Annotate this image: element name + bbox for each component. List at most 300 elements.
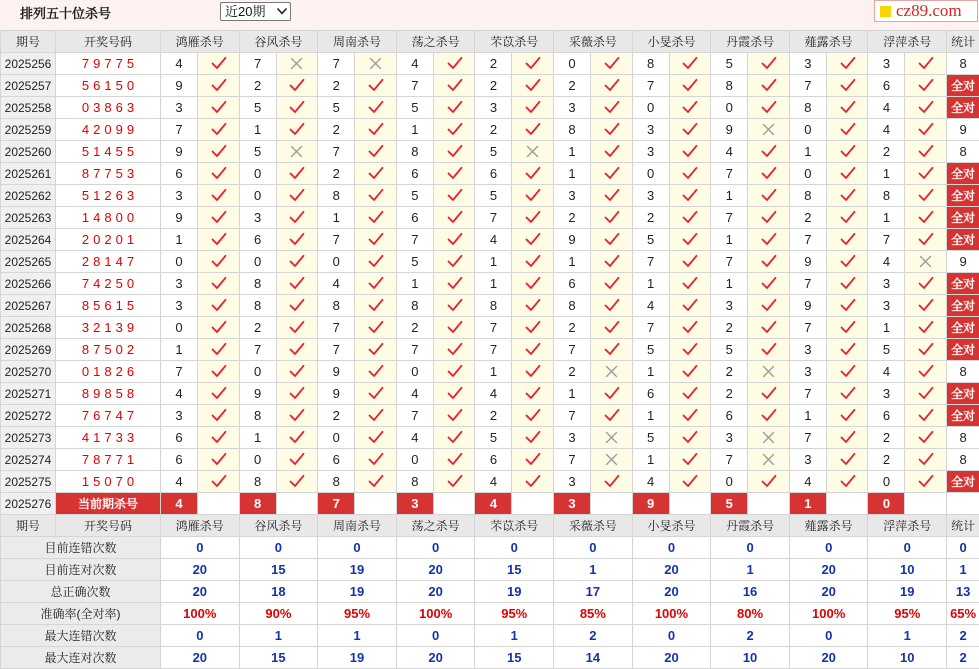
kill-number-cell: 0: [239, 449, 276, 471]
kill-number-cell: 6: [711, 405, 748, 427]
period-cell: 2025259: [1, 119, 56, 141]
kill-number-cell: 5: [632, 339, 669, 361]
stat-cell: 全对: [947, 339, 979, 361]
kill-number-cell: 8: [318, 471, 355, 493]
kill-number-cell: 1: [868, 163, 905, 185]
kill-number-cell: 7: [475, 339, 512, 361]
kill-number-cell: 1: [554, 163, 591, 185]
kill-number-cell: 2: [475, 119, 512, 141]
check-icon: [760, 320, 777, 335]
kill-number-cell: 7: [396, 405, 433, 427]
stats-value: 0: [632, 537, 711, 559]
site-logo[interactable]: [874, 0, 978, 22]
check-icon: [839, 210, 856, 225]
period-cell: 2025260: [1, 141, 56, 163]
kill-number-cell: 7: [632, 75, 669, 97]
check-icon: [681, 298, 698, 313]
check-icon: [603, 144, 620, 159]
check-icon: [603, 342, 620, 357]
check-icon: [603, 122, 620, 137]
result-mark-cell: [905, 229, 947, 251]
kill-number-cell: 3: [789, 339, 826, 361]
kill-number-cell: 1: [239, 119, 276, 141]
kill-number-cell: 7: [632, 317, 669, 339]
kill-number-cell: 2: [318, 75, 355, 97]
kill-number-cell: 2: [396, 317, 433, 339]
check-icon: [367, 364, 384, 379]
result-mark-cell: [591, 317, 633, 339]
result-mark-cell: [355, 97, 397, 119]
stats-value: 15: [239, 559, 318, 581]
kill-number-cell: 3: [789, 361, 826, 383]
result-mark-cell: [433, 405, 475, 427]
result-mark-cell: [433, 97, 475, 119]
stats-value: 20: [632, 559, 711, 581]
check-icon: [681, 276, 698, 291]
stats-value: 100%: [789, 603, 868, 625]
cross-icon: [760, 364, 777, 379]
kill-number-cell: 6: [868, 405, 905, 427]
stats-value: 0: [396, 625, 475, 647]
draw-number-cell: 76747: [56, 405, 161, 427]
check-icon: [367, 474, 384, 489]
current-kill-number: 8: [239, 493, 276, 515]
result-mark-cell: [512, 383, 554, 405]
check-icon: [446, 474, 463, 489]
stats-total: 65%: [947, 603, 979, 625]
result-mark-cell: [669, 207, 711, 229]
check-icon: [288, 100, 305, 115]
check-icon: [839, 232, 856, 247]
stats-value: 95%: [318, 603, 397, 625]
check-icon: [760, 474, 777, 489]
check-icon: [603, 298, 620, 313]
result-mark-cell: [355, 163, 397, 185]
result-mark-cell: [355, 295, 397, 317]
kill-number-cell: 3: [711, 295, 748, 317]
header-predictor: 采薇杀号: [554, 31, 633, 53]
check-icon: [524, 232, 541, 247]
result-mark-cell: [669, 427, 711, 449]
kill-number-cell: 1: [632, 273, 669, 295]
result-mark-cell: [433, 75, 475, 97]
kill-number-cell: 0: [789, 119, 826, 141]
kill-number-cell: 8: [318, 295, 355, 317]
result-mark-cell: [748, 449, 790, 471]
check-icon: [210, 408, 227, 423]
header-predictor: 周南杀号: [318, 515, 397, 537]
result-mark-cell: [276, 207, 318, 229]
result-mark-cell: [276, 163, 318, 185]
result-mark-cell: [512, 449, 554, 471]
table-row: [1, 141, 979, 163]
current-period-row: [1, 493, 979, 515]
result-mark-cell: [276, 185, 318, 207]
kill-number-cell: 1: [161, 339, 198, 361]
stats-value: 0: [789, 625, 868, 647]
check-icon: [288, 342, 305, 357]
kill-number-cell: 6: [554, 273, 591, 295]
check-icon: [603, 232, 620, 247]
period-cell: 2025267: [1, 295, 56, 317]
kill-number-cell: 0: [239, 185, 276, 207]
stats-value: 100%: [396, 603, 475, 625]
check-icon: [603, 210, 620, 225]
kill-number-cell: 4: [632, 295, 669, 317]
cross-icon: [760, 430, 777, 445]
result-mark-cell: [905, 427, 947, 449]
stats-row: [1, 581, 979, 603]
result-mark-cell: [276, 229, 318, 251]
kill-number-table: [0, 30, 979, 669]
stat-cell: 全对: [947, 207, 979, 229]
current-stat-cell: [947, 493, 979, 515]
period-cell: 2025271: [1, 383, 56, 405]
result-mark-cell: [198, 405, 240, 427]
check-icon: [603, 320, 620, 335]
kill-number-cell: 1: [789, 141, 826, 163]
kill-number-cell: 2: [475, 53, 512, 75]
result-mark-cell: [355, 251, 397, 273]
check-icon: [367, 408, 384, 423]
kill-number-cell: 6: [475, 449, 512, 471]
check-icon: [839, 122, 856, 137]
period-range-select[interactable]: [220, 2, 291, 21]
result-mark-cell: [826, 75, 868, 97]
check-icon: [839, 188, 856, 203]
result-mark-cell: [355, 339, 397, 361]
result-mark-cell: [905, 119, 947, 141]
kill-number-cell: 2: [475, 75, 512, 97]
check-icon: [760, 166, 777, 181]
table-row: [1, 273, 979, 295]
kill-number-cell: 3: [632, 141, 669, 163]
check-icon: [446, 298, 463, 313]
result-mark-cell: [433, 449, 475, 471]
check-icon: [681, 122, 698, 137]
kill-number-cell: 0: [239, 163, 276, 185]
header-stat: 统计: [947, 515, 979, 537]
kill-number-cell: 0: [632, 97, 669, 119]
result-mark-cell: [591, 53, 633, 75]
stats-row: [1, 537, 979, 559]
stats-label: 总正确次数: [1, 581, 161, 603]
result-mark-cell: [433, 185, 475, 207]
kill-number-cell: 1: [711, 229, 748, 251]
result-mark-cell: [433, 317, 475, 339]
check-icon: [917, 188, 934, 203]
result-mark-cell: [905, 75, 947, 97]
stats-total: 13: [947, 581, 979, 603]
result-mark-cell: [433, 427, 475, 449]
kill-number-cell: 2: [711, 383, 748, 405]
period-cell: 2025270: [1, 361, 56, 383]
result-mark-cell: [433, 251, 475, 273]
result-mark-cell: [591, 97, 633, 119]
result-mark-cell: [355, 317, 397, 339]
check-icon: [367, 144, 384, 159]
check-icon: [681, 320, 698, 335]
header-predictor: 浮萍杀号: [868, 515, 947, 537]
current-mark-cell: [198, 493, 240, 515]
result-mark-cell: [198, 97, 240, 119]
current-mark-cell: [355, 493, 397, 515]
kill-number-cell: 6: [318, 449, 355, 471]
check-icon: [524, 254, 541, 269]
stats-value: 20: [789, 559, 868, 581]
stats-total: 2: [947, 647, 979, 669]
kill-number-cell: 0: [318, 427, 355, 449]
result-mark-cell: [826, 383, 868, 405]
result-mark-cell: [276, 471, 318, 493]
stats-row: [1, 625, 979, 647]
check-icon: [288, 254, 305, 269]
kill-number-cell: 0: [161, 317, 198, 339]
stats-value: 16: [711, 581, 790, 603]
check-icon: [839, 298, 856, 313]
result-mark-cell: [669, 53, 711, 75]
kill-number-cell: 6: [161, 163, 198, 185]
check-icon: [603, 56, 620, 71]
check-icon: [288, 232, 305, 247]
result-mark-cell: [355, 427, 397, 449]
check-icon: [367, 78, 384, 93]
table-row: [1, 119, 979, 141]
stats-total: 2: [947, 625, 979, 647]
result-mark-cell: [198, 449, 240, 471]
kill-number-cell: 7: [632, 251, 669, 273]
check-icon: [839, 144, 856, 159]
kill-number-cell: 5: [475, 185, 512, 207]
check-icon: [917, 232, 934, 247]
result-mark-cell: [512, 295, 554, 317]
kill-number-cell: 1: [711, 185, 748, 207]
check-icon: [446, 188, 463, 203]
check-icon: [917, 100, 934, 115]
current-mark-cell: [748, 493, 790, 515]
check-icon: [839, 430, 856, 445]
kill-number-cell: 9: [318, 361, 355, 383]
check-icon: [760, 254, 777, 269]
kill-number-cell: 9: [161, 75, 198, 97]
result-mark-cell: [433, 383, 475, 405]
kill-number-cell: 4: [396, 427, 433, 449]
stats-value: 1: [239, 625, 318, 647]
check-icon: [839, 254, 856, 269]
check-icon: [210, 144, 227, 159]
check-icon: [210, 342, 227, 357]
kill-number-cell: 7: [868, 229, 905, 251]
kill-number-cell: 8: [711, 75, 748, 97]
stats-value: 20: [396, 581, 475, 603]
stat-cell: 全对: [947, 75, 979, 97]
result-mark-cell: [826, 405, 868, 427]
header-period: 期号: [1, 515, 56, 537]
check-icon: [210, 298, 227, 313]
stats-value: 80%: [711, 603, 790, 625]
result-mark-cell: [198, 207, 240, 229]
result-mark-cell: [905, 295, 947, 317]
check-icon: [603, 188, 620, 203]
check-icon: [210, 430, 227, 445]
kill-number-cell: 6: [396, 163, 433, 185]
result-mark-cell: [905, 185, 947, 207]
result-mark-cell: [591, 361, 633, 383]
result-mark-cell: [198, 471, 240, 493]
check-icon: [288, 166, 305, 181]
kill-number-cell: 3: [161, 97, 198, 119]
result-mark-cell: [748, 141, 790, 163]
result-mark-cell: [276, 251, 318, 273]
kill-number-cell: 1: [475, 251, 512, 273]
kill-number-cell: 7: [789, 383, 826, 405]
check-icon: [524, 122, 541, 137]
check-icon: [524, 408, 541, 423]
result-mark-cell: [826, 119, 868, 141]
table-row: [1, 471, 979, 493]
result-mark-cell: [905, 251, 947, 273]
result-mark-cell: [355, 383, 397, 405]
result-mark-cell: [905, 361, 947, 383]
kill-number-cell: 3: [554, 185, 591, 207]
check-icon: [288, 364, 305, 379]
check-icon: [367, 298, 384, 313]
draw-number-cell: 51263: [56, 185, 161, 207]
result-mark-cell: [591, 163, 633, 185]
kill-number-cell: 3: [868, 295, 905, 317]
kill-number-cell: 4: [868, 361, 905, 383]
stats-value: 10: [711, 647, 790, 669]
current-kill-number: 4: [475, 493, 512, 515]
result-mark-cell: [198, 141, 240, 163]
check-icon: [524, 56, 541, 71]
result-mark-cell: [512, 471, 554, 493]
check-icon: [367, 320, 384, 335]
check-icon: [681, 78, 698, 93]
result-mark-cell: [748, 405, 790, 427]
check-icon: [288, 408, 305, 423]
result-mark-cell: [355, 471, 397, 493]
cross-icon: [760, 452, 777, 467]
header-predictor: 荡之杀号: [396, 515, 475, 537]
kill-number-cell: 7: [789, 317, 826, 339]
result-mark-cell: [355, 449, 397, 471]
kill-number-cell: 5: [475, 427, 512, 449]
kill-number-cell: 5: [711, 339, 748, 361]
check-icon: [839, 56, 856, 71]
stats-value: 20: [161, 559, 240, 581]
check-icon: [367, 276, 384, 291]
result-mark-cell: [669, 229, 711, 251]
result-mark-cell: [355, 53, 397, 75]
stats-value: 10: [868, 559, 947, 581]
header-predictor: 谷风杀号: [239, 31, 318, 53]
result-mark-cell: [905, 449, 947, 471]
result-mark-cell: [826, 427, 868, 449]
stats-value: 100%: [632, 603, 711, 625]
current-mark-cell: [276, 493, 318, 515]
table-header-row: [1, 31, 979, 53]
result-mark-cell: [905, 383, 947, 405]
table-row: [1, 75, 979, 97]
check-icon: [681, 452, 698, 467]
stats-value: 0: [475, 537, 554, 559]
kill-number-cell: 1: [632, 449, 669, 471]
stats-value: 0: [632, 625, 711, 647]
draw-number-cell: 14800: [56, 207, 161, 229]
result-mark-cell: [748, 97, 790, 119]
header-predictor: 周南杀号: [318, 31, 397, 53]
result-mark-cell: [826, 471, 868, 493]
stats-value: 1: [318, 625, 397, 647]
check-icon: [603, 276, 620, 291]
stats-value: 19: [475, 581, 554, 603]
kill-number-cell: 5: [396, 251, 433, 273]
kill-number-cell: 1: [868, 317, 905, 339]
check-icon: [760, 232, 777, 247]
check-icon: [446, 386, 463, 401]
kill-number-cell: 3: [475, 97, 512, 119]
check-icon: [524, 210, 541, 225]
stats-label: 目前连错次数: [1, 537, 161, 559]
stats-value: 100%: [161, 603, 240, 625]
result-mark-cell: [433, 471, 475, 493]
kill-number-cell: 5: [396, 185, 433, 207]
kill-number-cell: 3: [161, 185, 198, 207]
kill-number-cell: 7: [161, 361, 198, 383]
result-mark-cell: [905, 471, 947, 493]
header-predictor: 鸿雁杀号: [161, 515, 240, 537]
result-mark-cell: [826, 229, 868, 251]
check-icon: [760, 100, 777, 115]
result-mark-cell: [512, 361, 554, 383]
check-icon: [367, 430, 384, 445]
result-mark-cell: [669, 97, 711, 119]
result-mark-cell: [669, 185, 711, 207]
check-icon: [446, 100, 463, 115]
kill-number-cell: 8: [396, 471, 433, 493]
kill-number-cell: 7: [396, 229, 433, 251]
draw-number-cell: 78771: [56, 449, 161, 471]
stat-cell: 9: [947, 251, 979, 273]
stat-cell: 全对: [947, 273, 979, 295]
kill-number-cell: 4: [161, 383, 198, 405]
kill-number-cell: 4: [711, 141, 748, 163]
table-row: [1, 229, 979, 251]
check-icon: [917, 298, 934, 313]
period-cell: 2025258: [1, 97, 56, 119]
check-icon: [760, 144, 777, 159]
kill-number-cell: 4: [475, 229, 512, 251]
kill-number-cell: 8: [239, 273, 276, 295]
result-mark-cell: [748, 75, 790, 97]
kill-number-cell: 9: [239, 383, 276, 405]
kill-number-cell: 7: [711, 251, 748, 273]
kill-number-cell: 7: [318, 53, 355, 75]
result-mark-cell: [591, 383, 633, 405]
check-icon: [524, 276, 541, 291]
draw-number-cell: 85615: [56, 295, 161, 317]
draw-number-cell: 87753: [56, 163, 161, 185]
table-row: [1, 185, 979, 207]
kill-number-cell: 6: [161, 427, 198, 449]
result-mark-cell: [198, 383, 240, 405]
table-row: [1, 361, 979, 383]
stats-value: 85%: [554, 603, 633, 625]
result-mark-cell: [198, 273, 240, 295]
draw-number-cell: 42099: [56, 119, 161, 141]
table-row: [1, 251, 979, 273]
